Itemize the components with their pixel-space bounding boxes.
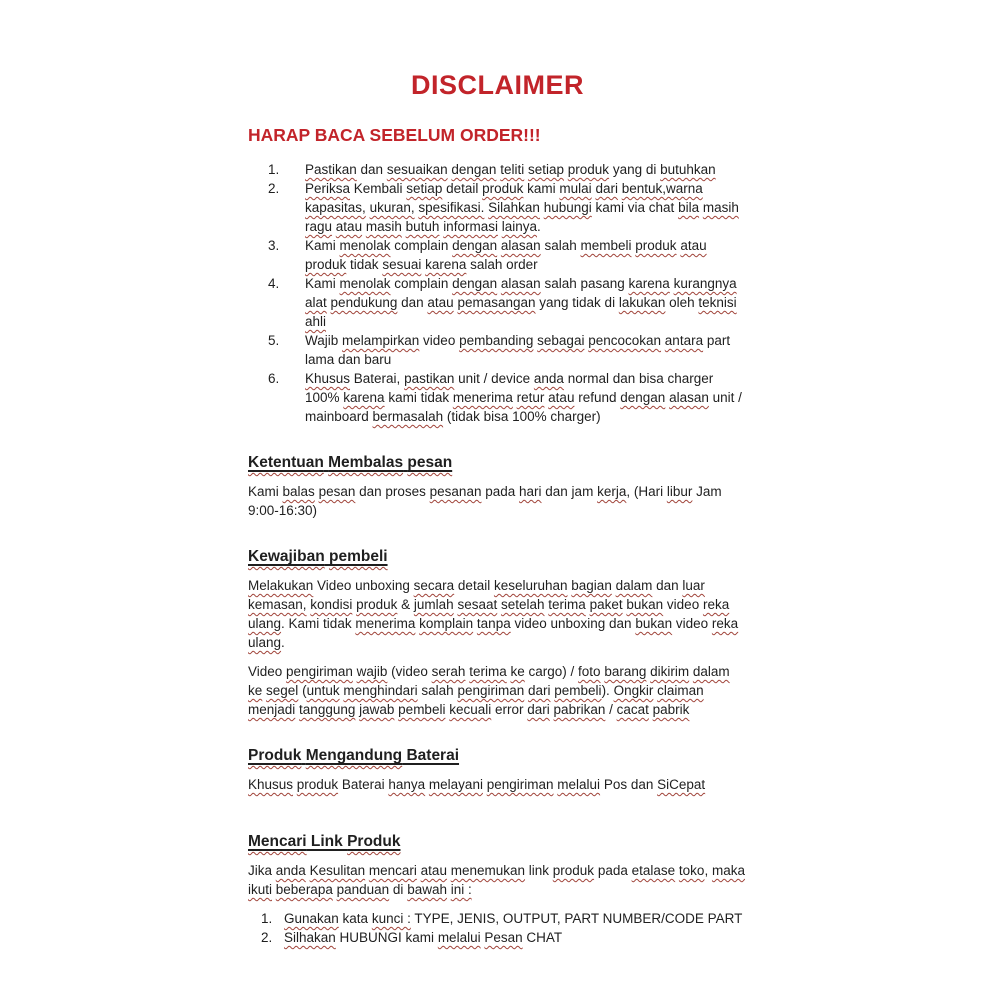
misspelled-word: butuhkan [660,162,716,177]
list-item-text [305,274,747,331]
misspelled-word: masih [702,200,739,215]
misspelled-word: bila [678,200,700,215]
text-run: video [672,616,712,631]
misspelled-word: Silahkan [488,200,540,215]
misspelled-word: untuk [306,683,340,698]
misspelled-word: menolak [339,238,391,253]
misspelled-word: antara [664,333,704,348]
misspelled-word: segel [266,683,299,698]
misspelled-word: produk [356,597,398,612]
misspelled-word: ke [510,664,525,679]
misspelled-word: anda [533,371,564,386]
misspelled-word: cacat [616,702,649,717]
misspelled-word: menghindari [343,683,418,698]
list-item [248,369,747,426]
text-run: salah [417,683,458,698]
misspelled-word: karena [628,276,670,291]
misspelled-word: produk [635,238,677,253]
list-item [248,160,747,179]
misspelled-word: ragu [305,219,333,234]
misspelled-word: Produk [347,833,401,850]
misspelled-word: Pesan [484,930,523,945]
text-run: , (Hari [626,484,667,499]
list-item-text [284,928,747,947]
misspelled-word: dengan [620,390,666,405]
misspelled-word: Produk [248,747,302,764]
list-item-number: 4. [268,276,280,291]
text-run: Jam 9:00-16:30) [248,484,722,518]
text-run: Baterai, [350,371,405,386]
misspelled-word: pembeli [398,702,446,717]
list-item [248,179,747,236]
misspelled-word: pengiriman [486,777,554,792]
text-run: pada [481,484,520,499]
misspelled-word: Khusus [305,371,351,386]
misspelled-word: mencari [368,863,417,878]
text-run: salah [540,238,581,253]
misspelled-word: melayani [428,777,483,792]
paragraph [248,662,747,719]
numbered-list [248,909,747,947]
text-run: detail [442,181,483,196]
misspelled-word: spesifikasi. [418,200,485,215]
section-heading [248,547,747,566]
text-run: yang tidak di [535,295,619,310]
document-body [248,160,747,947]
text-run: ( [298,683,307,698]
misspelled-word: jawab [359,702,395,717]
numbered-list [248,160,747,426]
text-run: complain [390,276,453,291]
text-run: (video [387,664,432,679]
text-run: dan proses [355,484,430,499]
misspelled-word: lainya [501,219,537,234]
misspelled-word: lakukan [618,295,666,310]
document-title: DISCLAIMER [411,70,584,100]
misspelled-word: dengan [451,162,497,177]
misspelled-word: teliti [500,162,525,177]
misspelled-word: secara [413,578,455,593]
misspelled-word: bukan [626,597,664,612]
text-run: unit / mainboard [305,390,742,424]
text-run: ). [601,683,614,698]
text-run: pada [594,863,632,878]
text-run: Link [306,833,348,850]
text-run: TYPE, JENIS, OUTPUT, PART NUMBER/CODE PART [410,911,743,926]
misspelled-word: sesuai [382,257,422,272]
text-run: oleh [665,295,699,310]
misspelled-word: setiap [527,162,565,177]
misspelled-word: tanpa [476,616,511,631]
list-item-number: 5. [268,333,280,348]
paragraph [248,576,747,652]
misspelled-word: jumlah [413,597,454,612]
text-run: Wajib [305,333,343,348]
text-run: dan [652,578,683,593]
list-item-text [284,909,747,928]
misspelled-word: membeli [580,238,632,253]
list-item-text [305,236,747,274]
misspelled-word: anda [275,863,306,878]
misspelled-word: kunci : [371,911,411,926]
list-item-text [305,160,747,179]
misspelled-word: kondisi [310,597,353,612]
list-item-number: 1. [268,162,280,177]
misspelled-word: dengan [452,276,498,291]
text-run: Jika [248,863,276,878]
misspelled-word: pengiriman [457,683,525,698]
misspelled-word: pengiriman [286,664,353,679]
text-run: , [704,863,712,878]
misspelled-word: Gunakan [284,911,339,926]
misspelled-word: menjadi [248,702,296,717]
misspelled-word: sebagai [537,333,585,348]
text-run: dan [356,162,387,177]
misspelled-word: pabrik [652,702,690,717]
misspelled-word: keseluruhan [493,578,568,593]
misspelled-word: atau [427,295,454,310]
list-item-text [305,331,747,369]
paragraph [248,861,747,899]
misspelled-word: Silhakan [284,930,336,945]
text-run: unit / device [454,371,534,386]
misspelled-word: kapasitas, [305,200,366,215]
misspelled-word: tanggung [299,702,356,717]
misspelled-word: ulang [248,635,282,650]
text-run: normal dan bisa charger 100% [305,371,714,405]
list-item-number: 6. [268,371,280,386]
misspelled-word: produk [296,777,339,792]
misspelled-word: libur [666,484,693,499]
misspelled-word: ahli [305,314,327,329]
misspelled-word: SiCepat [657,777,706,792]
text-run: cargo) / [524,664,579,679]
misspelled-word: dalam [615,578,653,593]
list-item-text [305,179,747,236]
misspelled-word: wajib [356,664,388,679]
misspelled-word: hubungi [543,200,592,215]
misspelled-word: balas [282,484,315,499]
text-run: Video unboxing [313,578,414,593]
list-item [248,236,747,274]
misspelled-word: Mencari [248,833,307,850]
misspelled-word: produk [305,257,347,272]
misspelled-word: sesaat [457,597,498,612]
misspelled-word: bermasalah [372,409,444,424]
text-run: dan [397,295,428,310]
misspelled-word: pabrikan [553,702,606,717]
text-run: tidak [346,257,383,272]
text-run: video [663,597,703,612]
text-run: detail [454,578,494,593]
misspelled-word: pencocokan [588,333,662,348]
misspelled-word: karena [343,390,385,405]
misspelled-word: menemukan [450,863,526,878]
misspelled-word: melalui [437,930,481,945]
section-heading [248,832,747,851]
misspelled-word: pembeli [554,683,602,698]
misspelled-word: pesanan [429,484,482,499]
text-run: complain [390,238,453,253]
misspelled-word: maka [711,863,745,878]
misspelled-word: komplain [419,616,474,631]
section-heading [248,453,747,472]
misspelled-word: paket [589,597,623,612]
text-run: refund [574,390,621,405]
misspelled-word: alasan [669,390,709,405]
text-run: & [397,597,414,612]
misspelled-word: pesan [407,454,453,471]
misspelled-word: karena [425,257,467,272]
misspelled-word: menerima [452,390,513,405]
text-run: video unboxing dan [510,616,636,631]
misspelled-word: Ketentuan [248,454,324,471]
text-run: kami [523,181,560,196]
text-run: . [537,219,541,234]
misspelled-word: bukan [635,616,673,631]
misspelled-word: dari [527,702,550,717]
list-item [248,909,747,928]
misspelled-word: Mengandung [305,747,403,764]
misspelled-word: luar [682,578,705,593]
misspelled-word: pemasangan [457,295,536,310]
text-run: Baterai [402,747,460,764]
misspelled-word: pembanding [459,333,534,348]
misspelled-word: kecuali [449,702,492,717]
text-run: . Kami tidak [281,616,356,631]
misspelled-word: pembeli [328,548,388,565]
text-run: kami via chat [591,200,679,215]
list-item [248,928,747,947]
misspelled-word: ikuti [248,882,273,897]
misspelled-word: informasi [443,219,498,234]
misspelled-word: Khusus [248,777,294,792]
text-run: Video [248,664,287,679]
misspelled-word: toko [678,863,705,878]
misspelled-word: Ongkir [613,683,654,698]
misspelled-word: butuh [405,219,440,234]
misspelled-word: alasan [500,276,541,291]
document-subtitle: HARAP BACA SEBELUM ORDER!!! [248,125,541,145]
misspelled-word: beberapa [275,882,333,897]
paragraph [248,482,747,520]
misspelled-word: menolak [339,276,391,291]
misspelled-word: sesuaikan [386,162,448,177]
misspelled-word: dalam [692,664,730,679]
list-item [248,331,747,369]
misspelled-word: produk [482,181,524,196]
misspelled-word: Membalas [328,454,404,471]
misspelled-word: etalase [631,863,676,878]
misspelled-word: kerja [597,484,627,499]
list-item-number: 2. [261,930,273,945]
misspelled-word: ke [248,683,263,698]
misspelled-word: dari [595,181,618,196]
misspelled-word: foto [578,664,601,679]
misspelled-word: masih [365,219,402,234]
misspelled-word: alasan [500,238,541,253]
text-run: video [419,333,460,348]
misspelled-word: teknisi [698,295,737,310]
misspelled-word: melalui [557,777,601,792]
text-run: Baterai [338,777,389,792]
misspelled-word: terima [469,664,507,679]
misspelled-word: dari [528,683,551,698]
text-run: link [525,863,553,878]
text-run: Kembali [350,181,407,196]
misspelled-word: produk [552,863,595,878]
list-item-number: 2. [268,181,280,196]
list-item [248,274,747,331]
misspelled-word: Periksa [305,181,351,196]
text-run: Kami [305,238,340,253]
misspelled-word: bagian [571,578,612,593]
text-run: . [281,635,285,650]
misspelled-word: dikirim [650,664,690,679]
text-run: kami tidak [384,390,453,405]
text-run: Kami [305,276,340,291]
misspelled-word: hari [519,484,542,499]
misspelled-word: claiman [657,683,704,698]
misspelled-word: kemasan, [248,597,307,612]
section-heading [248,746,747,765]
text-run: Pos dan [600,777,658,792]
misspelled-word: dengan [452,238,498,253]
misspelled-word: pendukung [330,295,398,310]
text-run: Kami [248,484,283,499]
misspelled-word: serah [431,664,466,679]
text-run: / [605,702,617,717]
misspelled-word: ulang [248,616,282,631]
text-run: (tidak bisa 100% charger) [443,409,601,424]
misspelled-word: kurangnya [673,276,737,291]
misspelled-word: pastikan [404,371,455,386]
misspelled-word: retur [516,390,545,405]
text-run: di [389,882,408,897]
list-item-number: 3. [268,238,280,253]
misspelled-word: pesan [318,484,356,499]
misspelled-word: panduan [336,882,390,897]
misspelled-word: ukuran, [369,200,415,215]
misspelled-word: Kesulitan [309,863,366,878]
misspelled-word: Pastikan [305,162,357,177]
misspelled-word: reka [711,616,739,631]
misspelled-word: Kewajiban [248,548,325,565]
paragraph [248,775,747,794]
misspelled-word: produk [567,162,610,177]
misspelled-word: atau [680,238,707,253]
misspelled-word: bawah [407,882,447,897]
misspelled-word: atau [335,219,363,234]
misspelled-word: hanya [388,777,426,792]
misspelled-word: atau [548,390,575,405]
text-run: HUBUNGI kami [335,930,438,945]
text-run: error [491,702,528,717]
misspelled-word: terima [548,597,586,612]
misspelled-word: bentuk,warna [621,181,703,196]
misspelled-word: melampirkan [342,333,420,348]
misspelled-word: ini : [450,882,472,897]
text-run: dan jam [541,484,598,499]
misspelled-word: Melakukan [248,578,314,593]
text-run: CHAT [522,930,563,945]
misspelled-word: setelah [500,597,545,612]
text-run: salah order [466,257,538,272]
misspelled-word: setiap [406,181,443,196]
misspelled-word: mulai [559,181,592,196]
misspelled-word: alat [305,295,327,310]
text-run: part lama dan baru [305,333,731,367]
misspelled-word: reka [702,597,730,612]
text-run: yang di [609,162,661,177]
misspelled-word: atau [420,863,447,878]
list-item-text [305,369,747,426]
list-item-number: 1. [261,911,273,926]
text-run: salah pasang [540,276,629,291]
text-run: kata [338,911,372,926]
misspelled-word: barang [604,664,647,679]
misspelled-word: menerima [355,616,416,631]
